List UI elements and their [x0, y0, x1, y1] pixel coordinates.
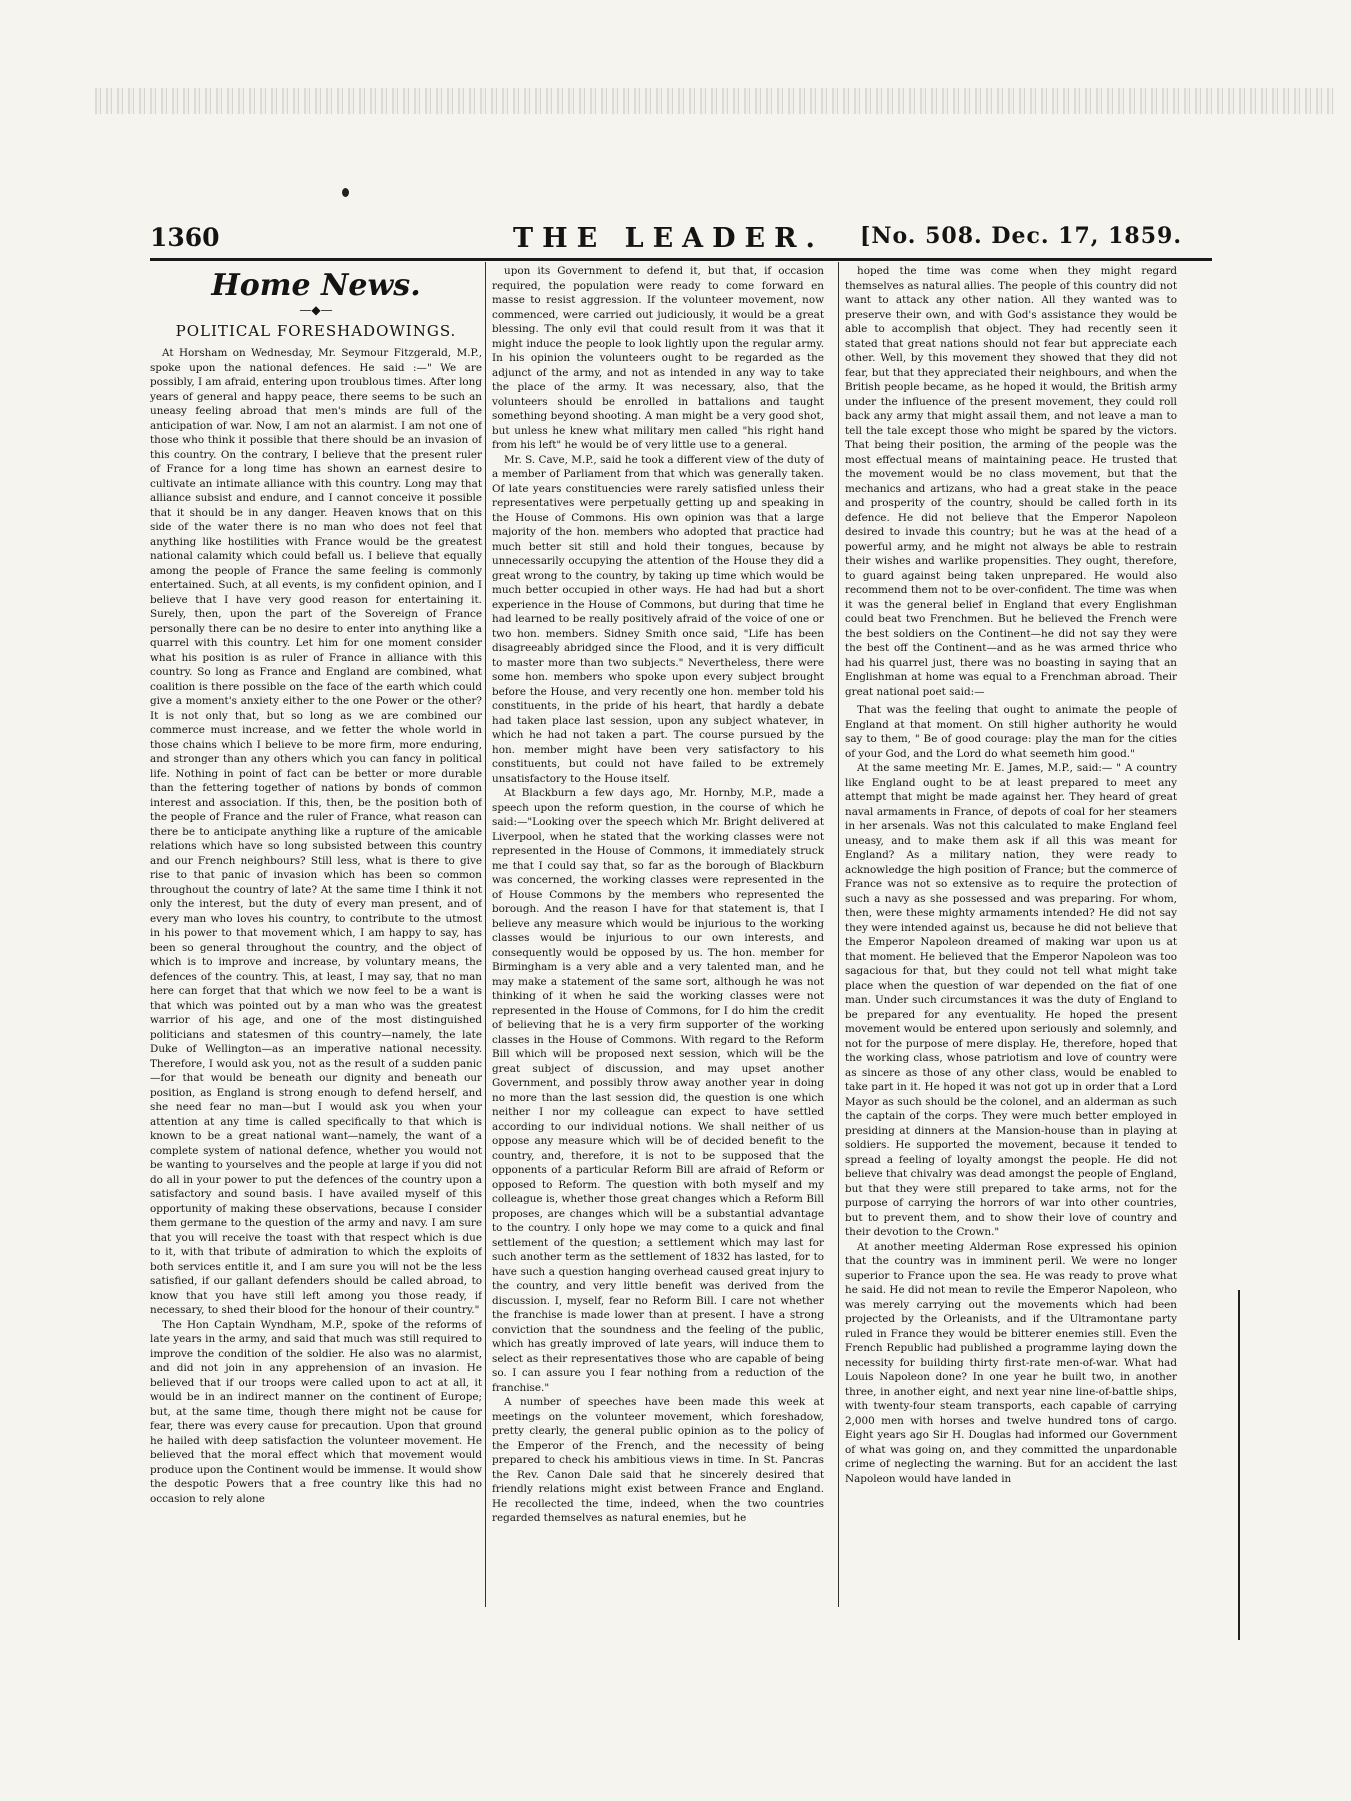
- column-3-text-b: [845, 703, 1177, 1486]
- paragraph: That was the feeling that ought to animate the people of England at that moment. On still higher authority he would say to them, " Be of good courage: play the man for the cities of your God, and the Lord do what seemeth him good.": [845, 704, 1177, 760]
- paragraph: A number of speeches have been made this week at meetings on the volunteer movement, which foreshadow, pretty clearly, the general public opinion as to the policy of the Emperor of the French, and the necessity of being prepared to check his ambitious views in time. In St. Pancras the Rev. Canon Dale said that he sincerely desired that friendly relations might exist between France and England. He recollected the time, indeed, when the two countries regarded themselves as natural enemies, but he: [492, 1396, 824, 1524]
- headline: POLITICAL FORESHADOWINGS.: [175, 321, 457, 340]
- column-1-text: [150, 346, 482, 1506]
- scan-border-noise: [95, 88, 1335, 114]
- column-rule-1: [485, 262, 486, 1607]
- page-number: 1360: [150, 223, 220, 252]
- issue-date: [No. 508. Dec. 17, 1859.: [860, 223, 1182, 249]
- column-rule-2: [838, 262, 839, 1607]
- page-header: [150, 223, 1210, 257]
- section-title: Home News.: [211, 268, 421, 303]
- paper-title: THE LEADER.: [513, 223, 824, 254]
- paragraph: At the same meeting Mr. E. James, M.P., said:— " A country like England ought to be at least prepared to meet any attempt that might be made against her. They heard of great naval armaments in France, of depots of coal for her steamers in her arsenals. Was not this calculated to make England feel uneasy, and to make them ask if all this was meant for England? As a military nation, they were ready to acknowledge the high position of France; but the commerce of France was not so extensive as to require the protection of such a navy as she possessed and was preparing. For whom, then, were these mighty armaments intended? He did not say they were intended against us, because he did not believe that the Emperor Napoleon dreamed of making war upon us at that moment. He believed that the Emperor Napoleon was too sagacious for that, but they could not tell what might take place when the question of war depended on the fiat of one man. Under such circumstances it was the duty of England to be prepared for any eventuality. He hoped the present movement would be entered upon seriously and solemnly, and not for the purpose of mere display. He, therefore, hoped that the working class, whose patriotism and love of country were as sincere as those of any other class, would be enabled to take part in it. He hoped it was not got up in order that a Lord Mayor as such should be the colonel, and an alderman as such the captain of the corps. They were much better employed in presiding at dinners at the Mansion-house than in playing at soldiers. He supported the movement, because it tended to spread a feeling of loyalty amongst the people. He did not believe that chivalry was dead amongst the people of England, but that they were still prepared to take arms, not for the purpose of carrying the horrors of war into other countries, but to prevent them, and to show their love of country and their devotion to the Crown.": [845, 762, 1177, 1238]
- column-2: [492, 264, 824, 1644]
- paragraph: At Blackburn a few days ago, Mr. Hornby, M.P., made a speech upon the reform question, in the course of which he said:—"Looking over the speech which Mr. Bright delivered at Liverpool, when he stated that the working classes were not represented in the House of Commons, it immediately struck me that I could say that, so far as the borough of Blackburn was concerned, the working classes were represented in the of House Commons by the members who represented the borough. And the reason I have for that statement is, that I believe any measure which would be injurious to the working classes would be injurious to our own interests, and consequently would be opposed by us. The hon. member for Birmingham is a very able and a very talented man, and he may make a statement of the same sort, although he was not thinking of it when he said the working classes were not represented in the House of Commons, for I do him the credit of believing that he is a very firm supporter of the working classes in the House of Commons. With regard to the Reform Bill which will be proposed next session, which will be the great subject of discussion, and may upset another Government, and possibly throw away another year in doing no more than the last session did, the question is one which neither I nor my colleague can expect to have settled according to our individual notions. We shall neither of us oppose any measure which will be of decided benefit to the country, and, therefore, it is not to be supposed that the opponents of a particular Reform Bill are afraid of Reform or opposed to Reform. The question with both myself and my colleague is, whether those great changes which a Reform Bill proposes, are changes which will be a substantial advantage to the country. I only hope we may come to a quick and final settlement of the question; a settlement which may last for such another term as the settlement of 1832 has lasted, for to have such a question hanging overhead caused great injury to the country, and very little benefit was derived from the discussion. I, myself, fear no Reform Bill. I care not whether the franchise is made lower than at present. I have a strong conviction that the soundness and the feeling of the public, which has greatly improved of late years, will induce them to select as their representatives those who are capable of being so. I can assure you I fear nothing from a reduction of the franchise.": [492, 787, 824, 1394]
- paragraph: At another meeting Alderman Rose expressed his opinion that the country was in imminent peril. We were no longer superior to France upon the sea. He was ready to prove what he said. He did not mean to revile the Emperor Napoleon, who was merely carrying out the movements which had been projected by the Orleanists, and if the Ultramontane party ruled in France they would be bitterer enemies still. Even the French Republic had published a programme laying down the necessity for building thirty first-rate men-of-war. What had Louis Napoleon done? In one year he built two, in another three, in another eight, and next year nine line-of-battle ships, with twenty-four steam transports, each capable of carrying 2,000 men with horses and twelve hundred tons of cargo. Eight years ago Sir H. Douglas had informed our Government of what was going on, and they committed the unpardonable crime of neglecting the warning. But for an accident the last Napoleon would have landed in: [845, 1240, 1177, 1485]
- paragraph: hoped the time was come when they might regard themselves as natural allies. The people of this country did not want to attack any other nation. All they wanted was to preserve their own, and with God's assistance they would be able to accomplish that object. They had recently seen it stated that great nations should not fear but appreciate each other. Well, by this movement they showed that they did not fear, but that they appreciated their neighbours, and when the British people became, as he hoped it would, the British army under the influence of the present movement, they could roll back any army that might assail them, and not leave a man to tell the tale except those who might be spared by the victors. That being their position, the arming of the people was the most effectual means of maintaining peace. He trusted that the movement would be no class movement, but that the mechanics and artizans, who had a great stake in the peace and prosperity of the country, should be called forth in its defence. He did not believe that the Emperor Napoleon desired to invade this country; but he was at the head of a powerful army, and he might not always be able to restrain their wishes and warlike propensities. They ought, therefore, to guard against being taken unprepared. He would also recommend them not to be over-confident. The time was when it was the general belief in England that every Englishman could beat two Frenchmen. But he believed the French were the best soldiers on the Continent—he did not say they were the best off the Continent—and as he was armed thrice who had his quarrel just, there was no boasting in saying that an Englishman at home was equal to a Frenchman abroad. Their great national poet said:—: [845, 265, 1177, 698]
- header-rule: [150, 258, 1212, 261]
- margin-rule: [1238, 1290, 1240, 1640]
- column-1: [150, 264, 482, 1644]
- column-3: [845, 264, 1177, 1644]
- paragraph: Mr. S. Cave, M.P., said he took a different view of the duty of a member of Parliament from that which was generally taken. Of late years constituencies were rarely satisfied unless their representatives were perpetually getting up and speaking in the House of Commons. His own opinion was that a large majority of the hon. members who adopted that practice had much better sit still and hold their tongues, because by unnecessarily occupying the attention of the House they did a great wrong to the country, by taking up time which would be much better occupied in other ways. He had had but a short experience in the House of Commons, but during that time he had learned to be really positively afraid of the voice of one or two hon. members. Sidney Smith once said, "Life has been disagreeably abridged since the Flood, and it is very difficult to master more than two subjects." Nevertheless, there were some hon. members who spoke upon every subject brought before the House, and very recently one hon. member told his constituents, in the pride of his heart, that hardly a debate had taken place last session, upon any subject whatever, in which he had not taken a part. The course pursued by the hon. member might have been very satisfactory to his constituents, but could not have failed to be extremely unsatisfactory to the House itself.: [492, 453, 824, 785]
- column-3-text-a: [845, 264, 1177, 699]
- column-2-text: [492, 264, 824, 1526]
- ornament: —◆—: [299, 303, 333, 317]
- paragraph: The Hon Captain Wyndham, M.P., spoke of the reforms of late years in the army, and said that much was still required to improve the condition of the soldier. He also was no alarmist, and did not join in any apprehension of an invasion. He believed that if our troops were called upon to act at all, it would be in an indirect manner on the continent of Europe; but, at the same time, though there might not be cause for fear, there was every cause for precaution. Upon that ground he hailed with deep satisfaction the volunteer movement. He believed that the moral effect which that movement would produce upon the Continent would be immense. It would show the despotic Powers that a free country like this had no occasion to rely alone: [150, 1318, 482, 1505]
- ink-blot: [342, 188, 349, 197]
- paragraph: At Horsham on Wednesday, Mr. Seymour Fitzgerald, M.P., spoke upon the national defences. He said :—" We are possibly, I am afraid, entering upon troublous times. After long years of general and happy peace, there seems to be such an uneasy feeling abroad that men's minds are full of the anticipation of war. Now, I am not an alarmist. I am not one of those who think it possible that there should be an invasion of this country. On the contrary, I believe that the present ruler of France for a long time has shown an earnest desire to cultivate an intimate alliance with this country. Long may that alliance subsist and endure, and I cannot conceive it possible that it should be in any danger. Heaven knows that on this side of the water there is no man who does not feel that anything like hostilities with France would be the greatest national calamity which could befall us. I believe that equally among the people of France the same feeling is commonly entertained. Such, at all events, is my confident opinion, and I believe that I have very good reason for entertaining it. Surely, then, upon the part of the Sovereign of France personally there can be no desire to enter into anything like a quarrel with this country. Let him for one moment consider what his position is as ruler of France in alliance with this country. So long as France and England are combined, what coalition is there possible on the face of the earth which could give a moment's anxiety either to the one Power or the other? It is not only that, but so long as we are combined our commerce must increase, and we fetter the whole world in those chains which I believe to be more firm, more enduring, and stronger than any others which you can fancy in political life. Nothing in point of fact can be better or more durable than the fettering together of nations by bonds of common interest and association. If this, then, be the position both of the people of France and the ruler of France, what reason can there be to anticipate anything like a rupture of the amicable relations which have so long subsisted between this country and our French neighbours? Still less, what is there to give rise to that panic of invasion which has been so common throughout the country of late? At the same time I think it not only the interest, but the duty of every man present, and of every man who loves his country, to contribute to the utmost in his power to that movement which, I am happy to say, has been so general throughout the country, and the object of which is to improve and increase, by voluntary means, the defences of the country. This, at least, I may say, that no man here can forget that that which we now feel to be a want is that which was pointed out by a man who was the greatest warrior of his age, and one of the most distinguished politicians and statesmen of this country—namely, the late Duke of Wellington—as an imperative national necessity. Therefore, I would ask you, not as the result of a sudden panic—for that would be beneath our dignity and beneath our position, as England is strong enough to defend herself, and she need fear no man—but I would ask you when your attention at any time is called specifically to that which is known to be a great national want—namely, the want of a complete system of national defence, whether you would not be wanting to yourselves and the people at large if you did not do all in your power to put the defences of the country upon a satisfactory and sound basis. I have availed myself of this opportunity of making these observations, because I consider them germane to the question of the army and navy. I am sure that you will receive the toast with that respect which is due to it, with that tribute of admiration to which the exploits of both services entitle it, and I am sure you will not be the less satisfied, if our gallant defenders should be called abroad, to know that you have still left among you those ready, if necessary, to shed their blood for the honour of their country.": [150, 347, 482, 1316]
- paragraph: upon its Government to defend it, but that, if occasion required, the population were ready to come forward en masse to resist aggression. If the volunteer movement, now commenced, were carried out judiciously, it would be a great blessing. The only evil that could result from it was that it might induce the people to look lightly upon the regular army. In his opinion the volunteers ought to be regarded as the adjunct of the army, and not as intended in any way to take the place of the army. It was necessary, also, that the volunteers should be enrolled in battalions and taught something beyond shooting. A man might be a very good shot, but unless he knew what military men called "his right hand from his left" he would be of very little use to a general.: [492, 265, 824, 451]
